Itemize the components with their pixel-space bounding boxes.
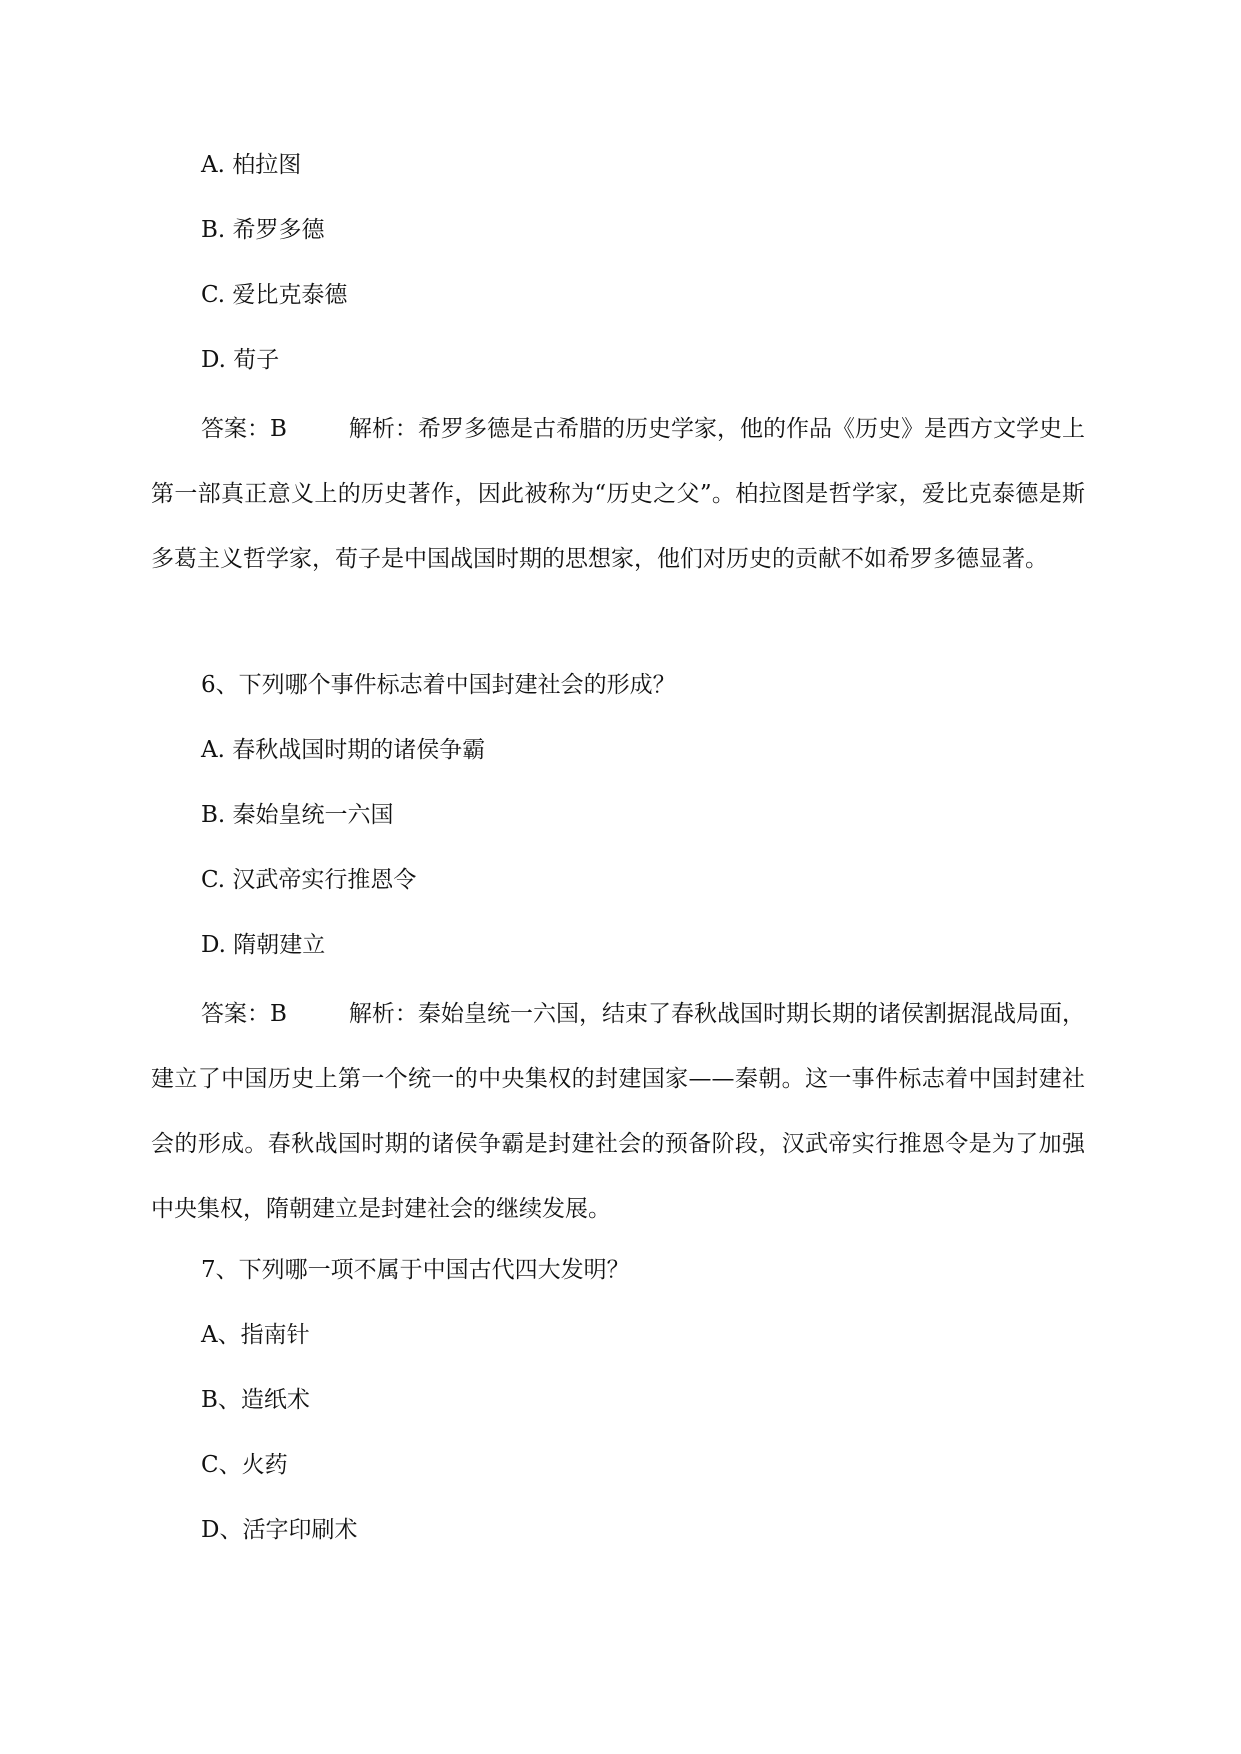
q5-option-d: D. 荀子 [201,347,280,373]
q6-option-a: A. 春秋战国时期的诸侯争霸 [201,737,486,763]
q7-option-c: C、火药 [201,1452,288,1478]
q6-analysis: 解析：秦始皇统一六国，结束了春秋战国时期长期的诸侯割据混战局面，建立了中国历史上第一个统一的中央集权的封建国家——秦朝。这一事件标志着中国封建社会的形成。春秋战国时期的诸侯争霸是封建社会的预备阶段，汉武帝实行推恩令是为了加强中央集权，隋朝建立是封建社会的继续发展。 [151,1001,1086,1222]
q5-option-c: C. 爱比克泰德 [201,282,348,308]
q5-answer-analysis [151,397,1085,592]
q6-question: 6、下列哪个事件标志着中国封建社会的形成？ [201,672,676,698]
q6-option-d: D. 隋朝建立 [201,932,326,958]
q6-option-b: B. 秦始皇统一六国 [201,802,394,828]
q6-answer-analysis [151,982,1085,1242]
q5-answer: 答案：B [201,416,287,442]
q7-question: 7、下列哪一项不属于中国古代四大发明？ [201,1257,630,1283]
q7-option-a: A、指南针 [201,1322,310,1348]
q7-option-b: B、造纸术 [201,1387,310,1413]
q5-analysis: 解析：希罗多德是古希腊的历史学家，他的作品《历史》是西方文学史上第一部真正意义上的历史著作，因此被称为“历史之父”。柏拉图是哲学家，爱比克泰德是斯多葛主义哲学家，荀子是中国战国时期的思想家，他们对历史的贡献不如希罗多德显著。 [151,416,1086,572]
q5-option-b: B. 希罗多德 [201,217,325,243]
q6-option-c: C. 汉武帝实行推恩令 [201,867,417,893]
q7-option-d: D、活字印刷术 [201,1517,358,1543]
q6-answer: 答案：B [201,1001,287,1027]
q5-option-a: A. 柏拉图 [201,152,302,178]
